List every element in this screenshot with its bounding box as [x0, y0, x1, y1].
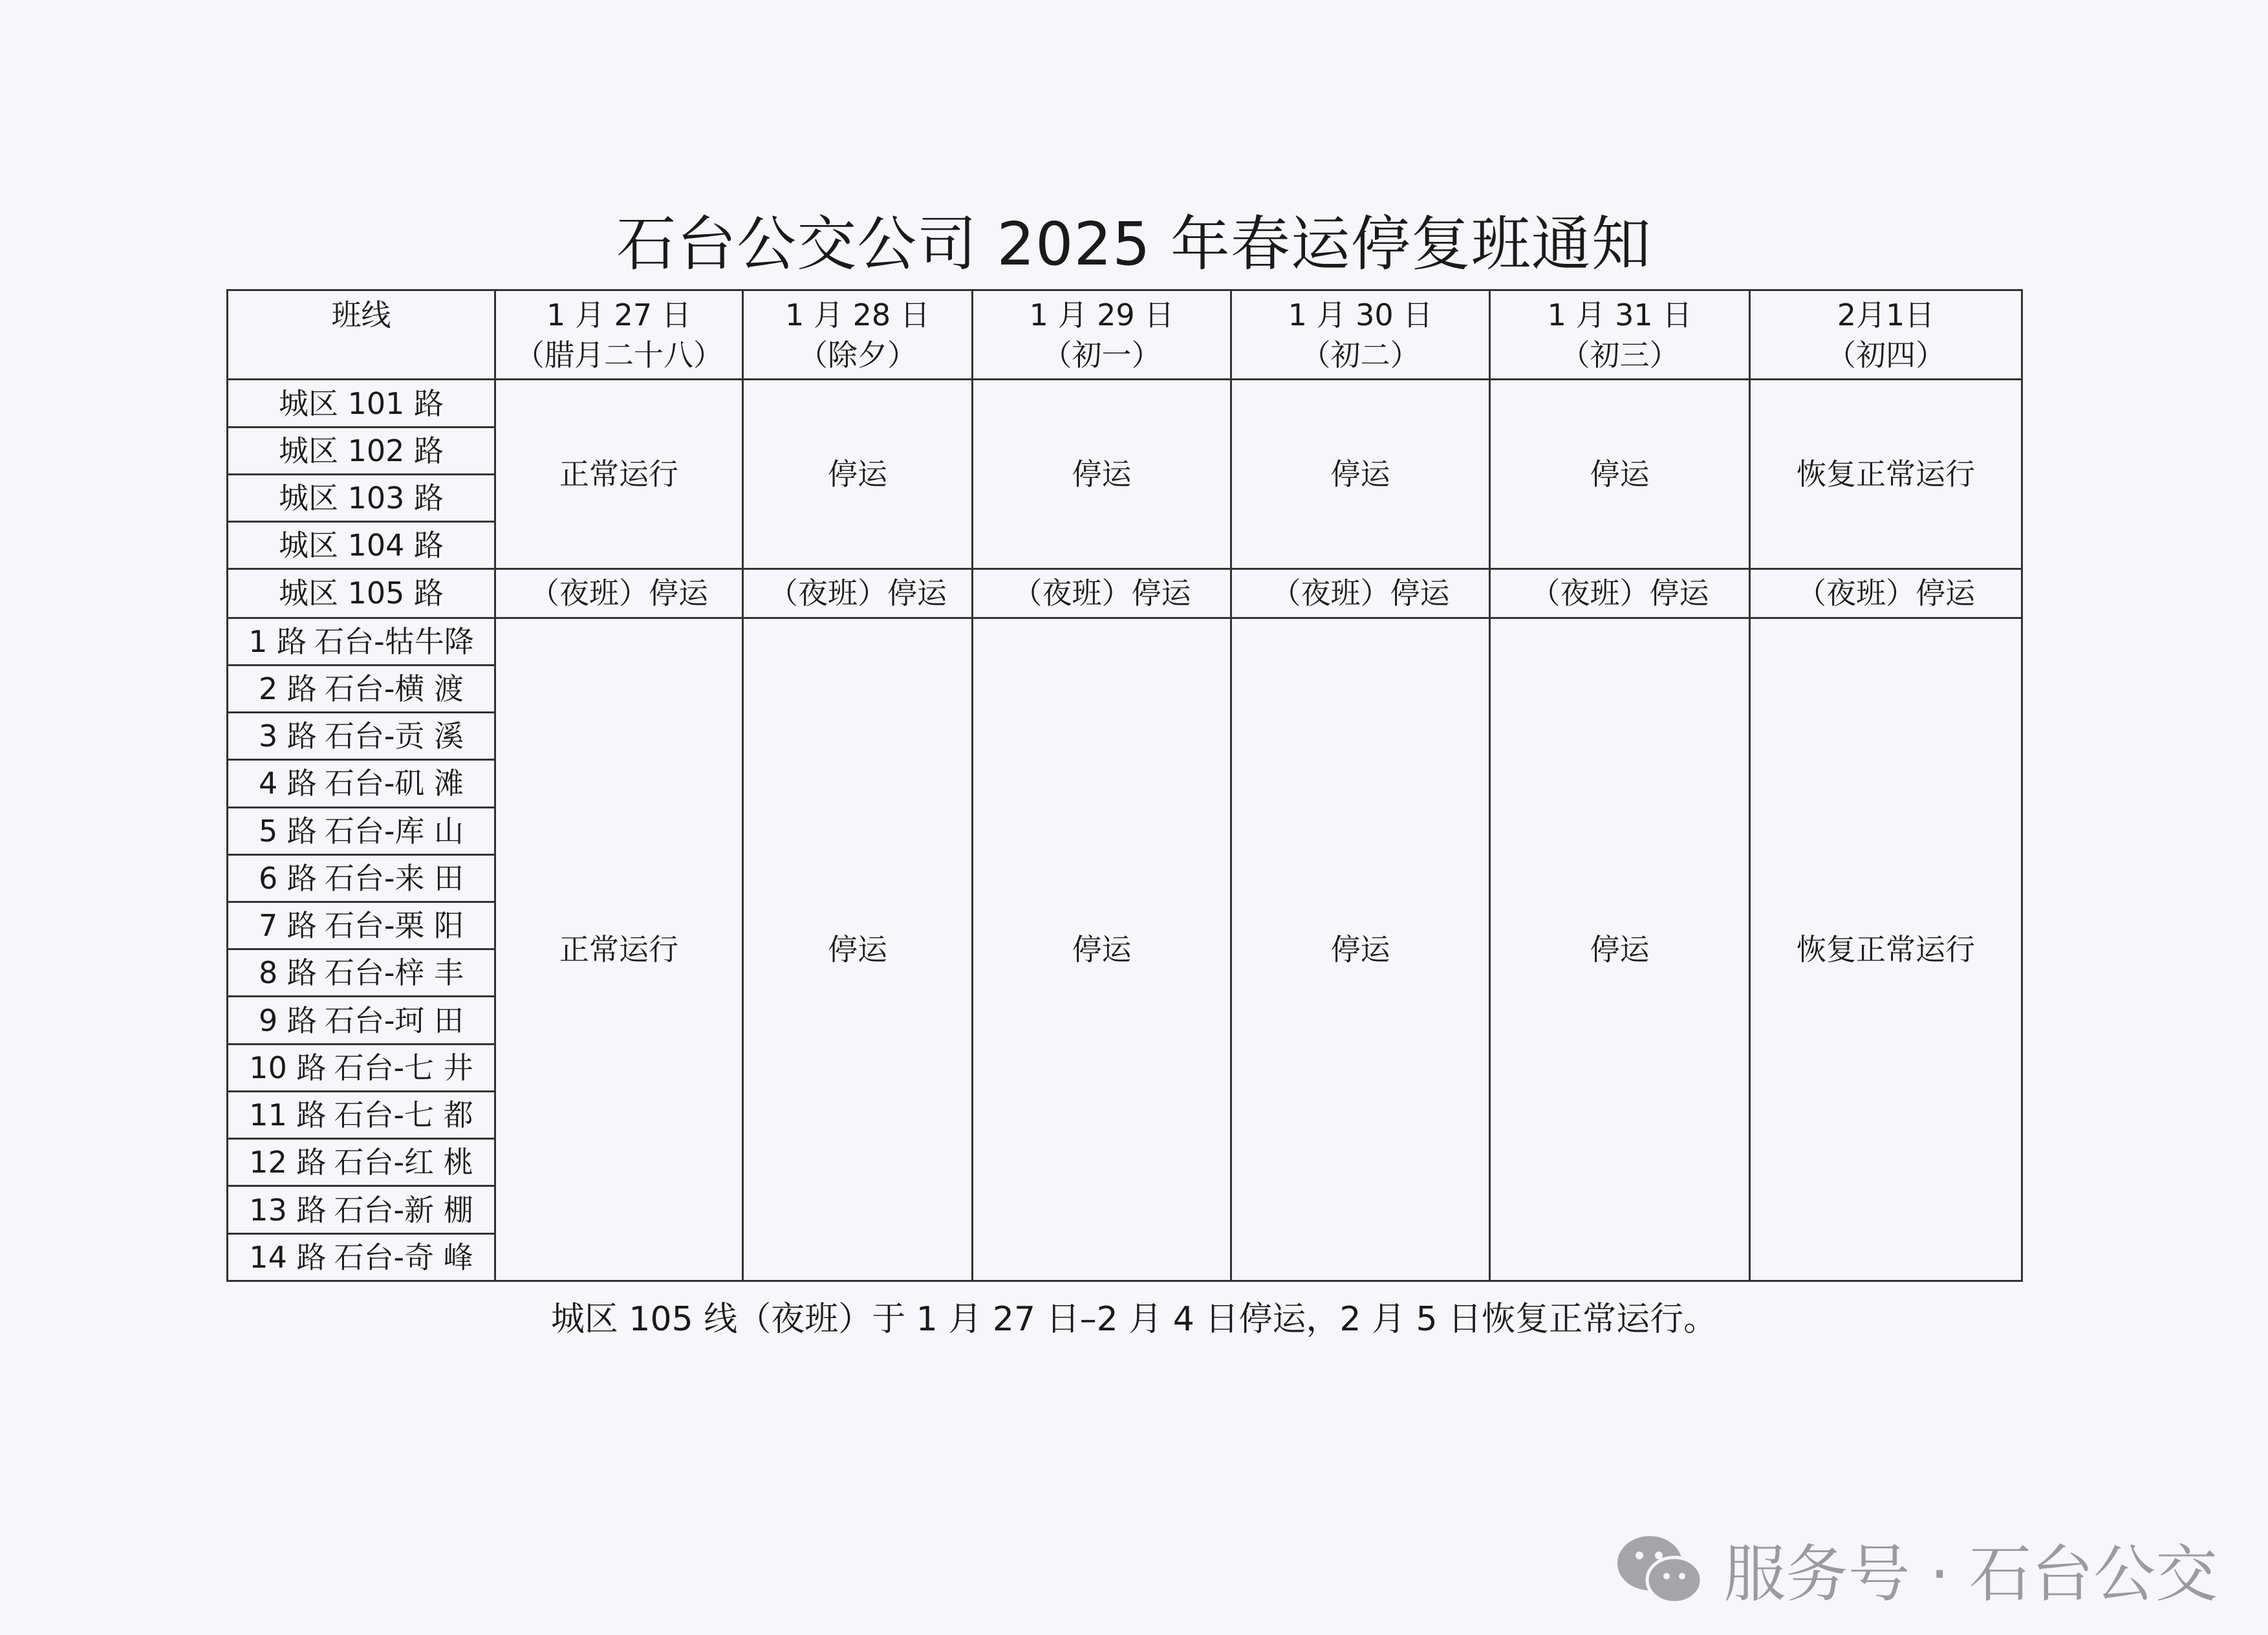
route-number: 2 路 — [258, 671, 317, 706]
watermark-text: 服务号 · 石台公交 — [1723, 1538, 2218, 1610]
status-cell: （夜班）停运 — [1490, 569, 1750, 618]
status-cell: 恢复正常运行 — [1750, 618, 2022, 1281]
route-name: 城区 102 路 — [228, 427, 495, 474]
route-number: 14 路 — [249, 1239, 327, 1275]
lunar-label: （初四） — [1826, 338, 1945, 373]
route-name — [228, 760, 495, 807]
route-number: 12 路 — [249, 1145, 327, 1180]
lunar-label: （初一） — [1042, 338, 1161, 373]
route-number: 8 路 — [258, 955, 317, 991]
status-cell: 停运 — [743, 618, 973, 1281]
status-cell: 停运 — [1490, 618, 1750, 1281]
lunar-label: （初二） — [1301, 338, 1420, 373]
route-endpoints: 石台-矶 滩 — [324, 766, 464, 801]
status-cell: （夜班）停运 — [495, 569, 743, 618]
status-cell: （夜班）停运 — [1231, 569, 1490, 618]
route-number: 10 路 — [249, 1050, 327, 1085]
notice-title: 石台公交公司 2025 年春运停复班通知 — [616, 210, 1652, 279]
route-endpoints: 石台-七 都 — [334, 1098, 473, 1133]
date-label: 1 月 31 日 — [1547, 298, 1692, 332]
status-cell: （夜班）停运 — [743, 569, 973, 618]
route-header: 班线 — [228, 290, 495, 380]
status-cell: 停运 — [1490, 380, 1750, 569]
route-name — [228, 1139, 495, 1186]
status-cell: 正常运行 — [495, 380, 743, 569]
date-header — [743, 290, 973, 380]
route-name — [228, 713, 495, 760]
status-cell: 停运 — [1231, 380, 1490, 569]
status-cell: 停运 — [1231, 618, 1490, 1281]
date-header — [495, 290, 743, 380]
route-number: 11 路 — [249, 1098, 327, 1133]
route-name: 城区 103 路 — [228, 474, 495, 521]
route-endpoints: 石台-珂 田 — [324, 1002, 464, 1038]
header-row — [228, 290, 2022, 380]
route-number: 6 路 — [258, 860, 317, 896]
status-cell: 恢复正常运行 — [1750, 380, 2022, 569]
route-name — [228, 1044, 495, 1091]
footer-note: 城区 105 线（夜班）于 1 月 27 日–2 月 4 日停运，2 月 5 日恢复正常运行。 — [550, 1300, 1718, 1339]
date-label: 1 月 29 日 — [1029, 298, 1174, 332]
route-name: 城区 104 路 — [228, 522, 495, 569]
date-header — [1750, 290, 2022, 380]
status-cell: （夜班）停运 — [1750, 569, 2022, 618]
lunar-label: （除夕） — [798, 338, 917, 373]
route-name — [228, 1186, 495, 1233]
lunar-label: （初三） — [1560, 338, 1679, 373]
route-number: 3 路 — [258, 719, 317, 754]
schedule-table — [226, 289, 2023, 1282]
table-row — [228, 380, 2022, 427]
date-label: 2月1日 — [1837, 298, 1935, 332]
route-name — [228, 618, 495, 665]
table-row — [228, 618, 2022, 665]
date-label: 1 月 27 日 — [546, 298, 691, 332]
route-name — [228, 902, 495, 949]
route-name — [228, 949, 495, 997]
route-endpoints: 石台-横 渡 — [324, 671, 464, 706]
route-number: 7 路 — [258, 908, 317, 944]
route-endpoints: 石台-贡 溪 — [324, 719, 464, 754]
route-endpoints: 石台-来 田 — [324, 860, 464, 896]
route-name — [228, 665, 495, 712]
status-cell: 停运 — [973, 618, 1231, 1281]
route-number: 9 路 — [258, 1002, 317, 1038]
status-cell: 停运 — [743, 380, 973, 569]
date-header — [973, 290, 1231, 380]
route-endpoints: 石台-七 井 — [334, 1050, 473, 1085]
route-endpoints: 石台-梓 丰 — [324, 955, 464, 991]
route-name: 城区 105 路 — [228, 569, 495, 618]
route-name: 城区 101 路 — [228, 380, 495, 427]
route-endpoints: 石台-牯牛降 — [314, 623, 474, 659]
route-endpoints: 石台-奇 峰 — [334, 1239, 473, 1275]
table-row — [228, 569, 2022, 618]
route-name — [228, 854, 495, 902]
date-label: 1 月 28 日 — [785, 298, 930, 332]
route-number: 5 路 — [258, 813, 317, 849]
date-label: 1 月 30 日 — [1288, 298, 1433, 332]
status-cell: 停运 — [973, 380, 1231, 569]
route-endpoints: 石台-新 棚 — [334, 1192, 473, 1228]
route-name — [228, 1091, 495, 1138]
route-endpoints: 石台-库 山 — [324, 813, 464, 849]
date-header — [1231, 290, 1490, 380]
lunar-label: （腊月二十八） — [515, 338, 723, 373]
route-name — [228, 997, 495, 1044]
status-cell: （夜班）停运 — [973, 569, 1231, 618]
date-header — [1490, 290, 1750, 380]
wechat-icon — [1614, 1531, 1704, 1608]
route-number: 1 路 — [248, 623, 307, 659]
route-number: 13 路 — [249, 1192, 327, 1228]
route-number: 4 路 — [258, 766, 317, 801]
route-endpoints: 石台-红 桃 — [334, 1145, 473, 1180]
status-cell: 正常运行 — [495, 618, 743, 1281]
route-name — [228, 1233, 495, 1281]
route-endpoints: 石台-栗 阳 — [324, 908, 464, 944]
watermark — [1614, 1525, 2218, 1614]
route-name — [228, 807, 495, 854]
